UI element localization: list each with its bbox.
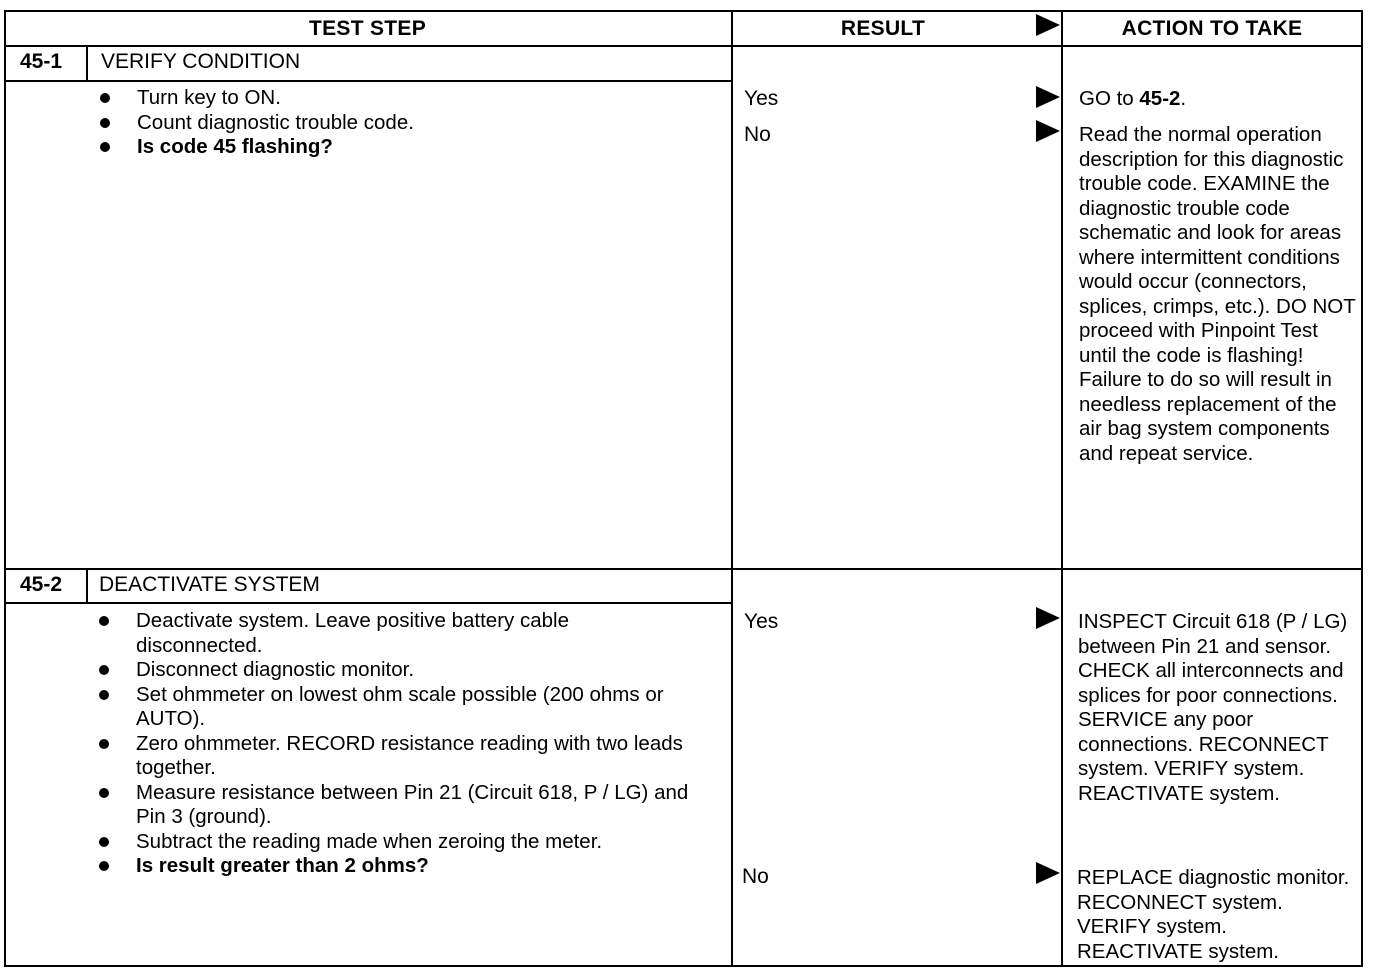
table-right-border: [1361, 10, 1363, 967]
step2-no-action: REPLACE diagnostic monitor. RECONNECT system. VERIFY system. REACTIVATE system.: [1077, 866, 1350, 963]
header-test-step: TEST STEP: [308, 16, 427, 40]
step1-yes-action-suffix: .: [1180, 87, 1187, 110]
step2-bullet: Zero ohmmeter. RECORD resistance reading with two leads together.: [98, 732, 698, 781]
step2-yes-action: INSPECT Circuit 618 (P / LG) between Pin 21 and sensor. CHECK all interconnects and splices for poor connections. SERVICE any poor connections. RECONNECT system. VERIFY system. REACTIVATE system.: [1078, 610, 1348, 805]
step1-yes-action-prefix: GO to: [1079, 87, 1140, 110]
step2-bullet: Measure resistance between Pin 21 (Circuit 618, P / LG) and Pin 3 (ground).: [98, 781, 698, 830]
step1-title: VERIFY CONDITION: [101, 50, 301, 73]
step1-question: Is code 45 flashing?: [99, 135, 714, 160]
result-column-left-border: [731, 10, 733, 967]
step1-result-yes: Yes: [744, 87, 779, 110]
step2-title: DEACTIVATE SYSTEM: [99, 573, 320, 596]
step-number-divider-1: [86, 45, 88, 82]
step1-no-arrow-icon: [1036, 120, 1060, 142]
step1-bullet: Turn key to ON.: [99, 86, 714, 111]
step2-yes-arrow-icon: [1036, 607, 1060, 629]
header-arrow-icon: [1036, 14, 1060, 36]
table-left-border: [4, 10, 6, 967]
step-number-divider-2: [86, 568, 88, 604]
step1-number: 45-1: [20, 50, 63, 73]
step1-bullet-list: [99, 86, 714, 160]
step2-bullet-list: [98, 609, 698, 879]
step1-no-action: Read the normal operation description for this diagnostic trouble code. EXAMINE the diagnostic trouble code schematic and look for areas where intermittent conditions would occur (connectors, splices, crimps, etc.). DO NOT proceed with Pinpoint Test until the code is flashing! Failure to do so will result in needless replacement of the air bag system components and repeat service.: [1079, 123, 1356, 465]
step1-yes-action: [1079, 87, 1364, 112]
step2-bullet: Subtract the reading made when zeroing the meter.: [98, 830, 698, 855]
step2-result-yes: Yes: [744, 610, 779, 633]
step-divider: [4, 568, 1363, 570]
step2-question: Is result greater than 2 ohms?: [98, 854, 698, 879]
header-result: RESULT: [840, 16, 926, 40]
header-action-to-take: ACTION TO TAKE: [1121, 16, 1303, 40]
step1-result-no: No: [744, 123, 771, 146]
step2-result-no: No: [742, 865, 769, 888]
step2-title-underline: [4, 602, 732, 604]
action-column-left-border: [1061, 10, 1063, 967]
step2-bullet: Disconnect diagnostic monitor.: [98, 658, 698, 683]
step1-title-underline: [4, 80, 732, 82]
step1-yes-arrow-icon: [1036, 86, 1060, 108]
step2-bullet: Set ohmmeter on lowest ohm scale possible (200 ohms or AUTO).: [98, 683, 698, 732]
step2-no-arrow-icon: [1036, 862, 1060, 884]
step1-bullet: Count diagnostic trouble code.: [99, 111, 714, 136]
step1-yes-action-ref: 45-2: [1139, 87, 1181, 110]
step2-number: 45-2: [20, 573, 63, 596]
table-bottom-border: [4, 965, 1363, 967]
step2-bullet: Deactivate system. Leave positive battery cable disconnected.: [98, 609, 698, 658]
